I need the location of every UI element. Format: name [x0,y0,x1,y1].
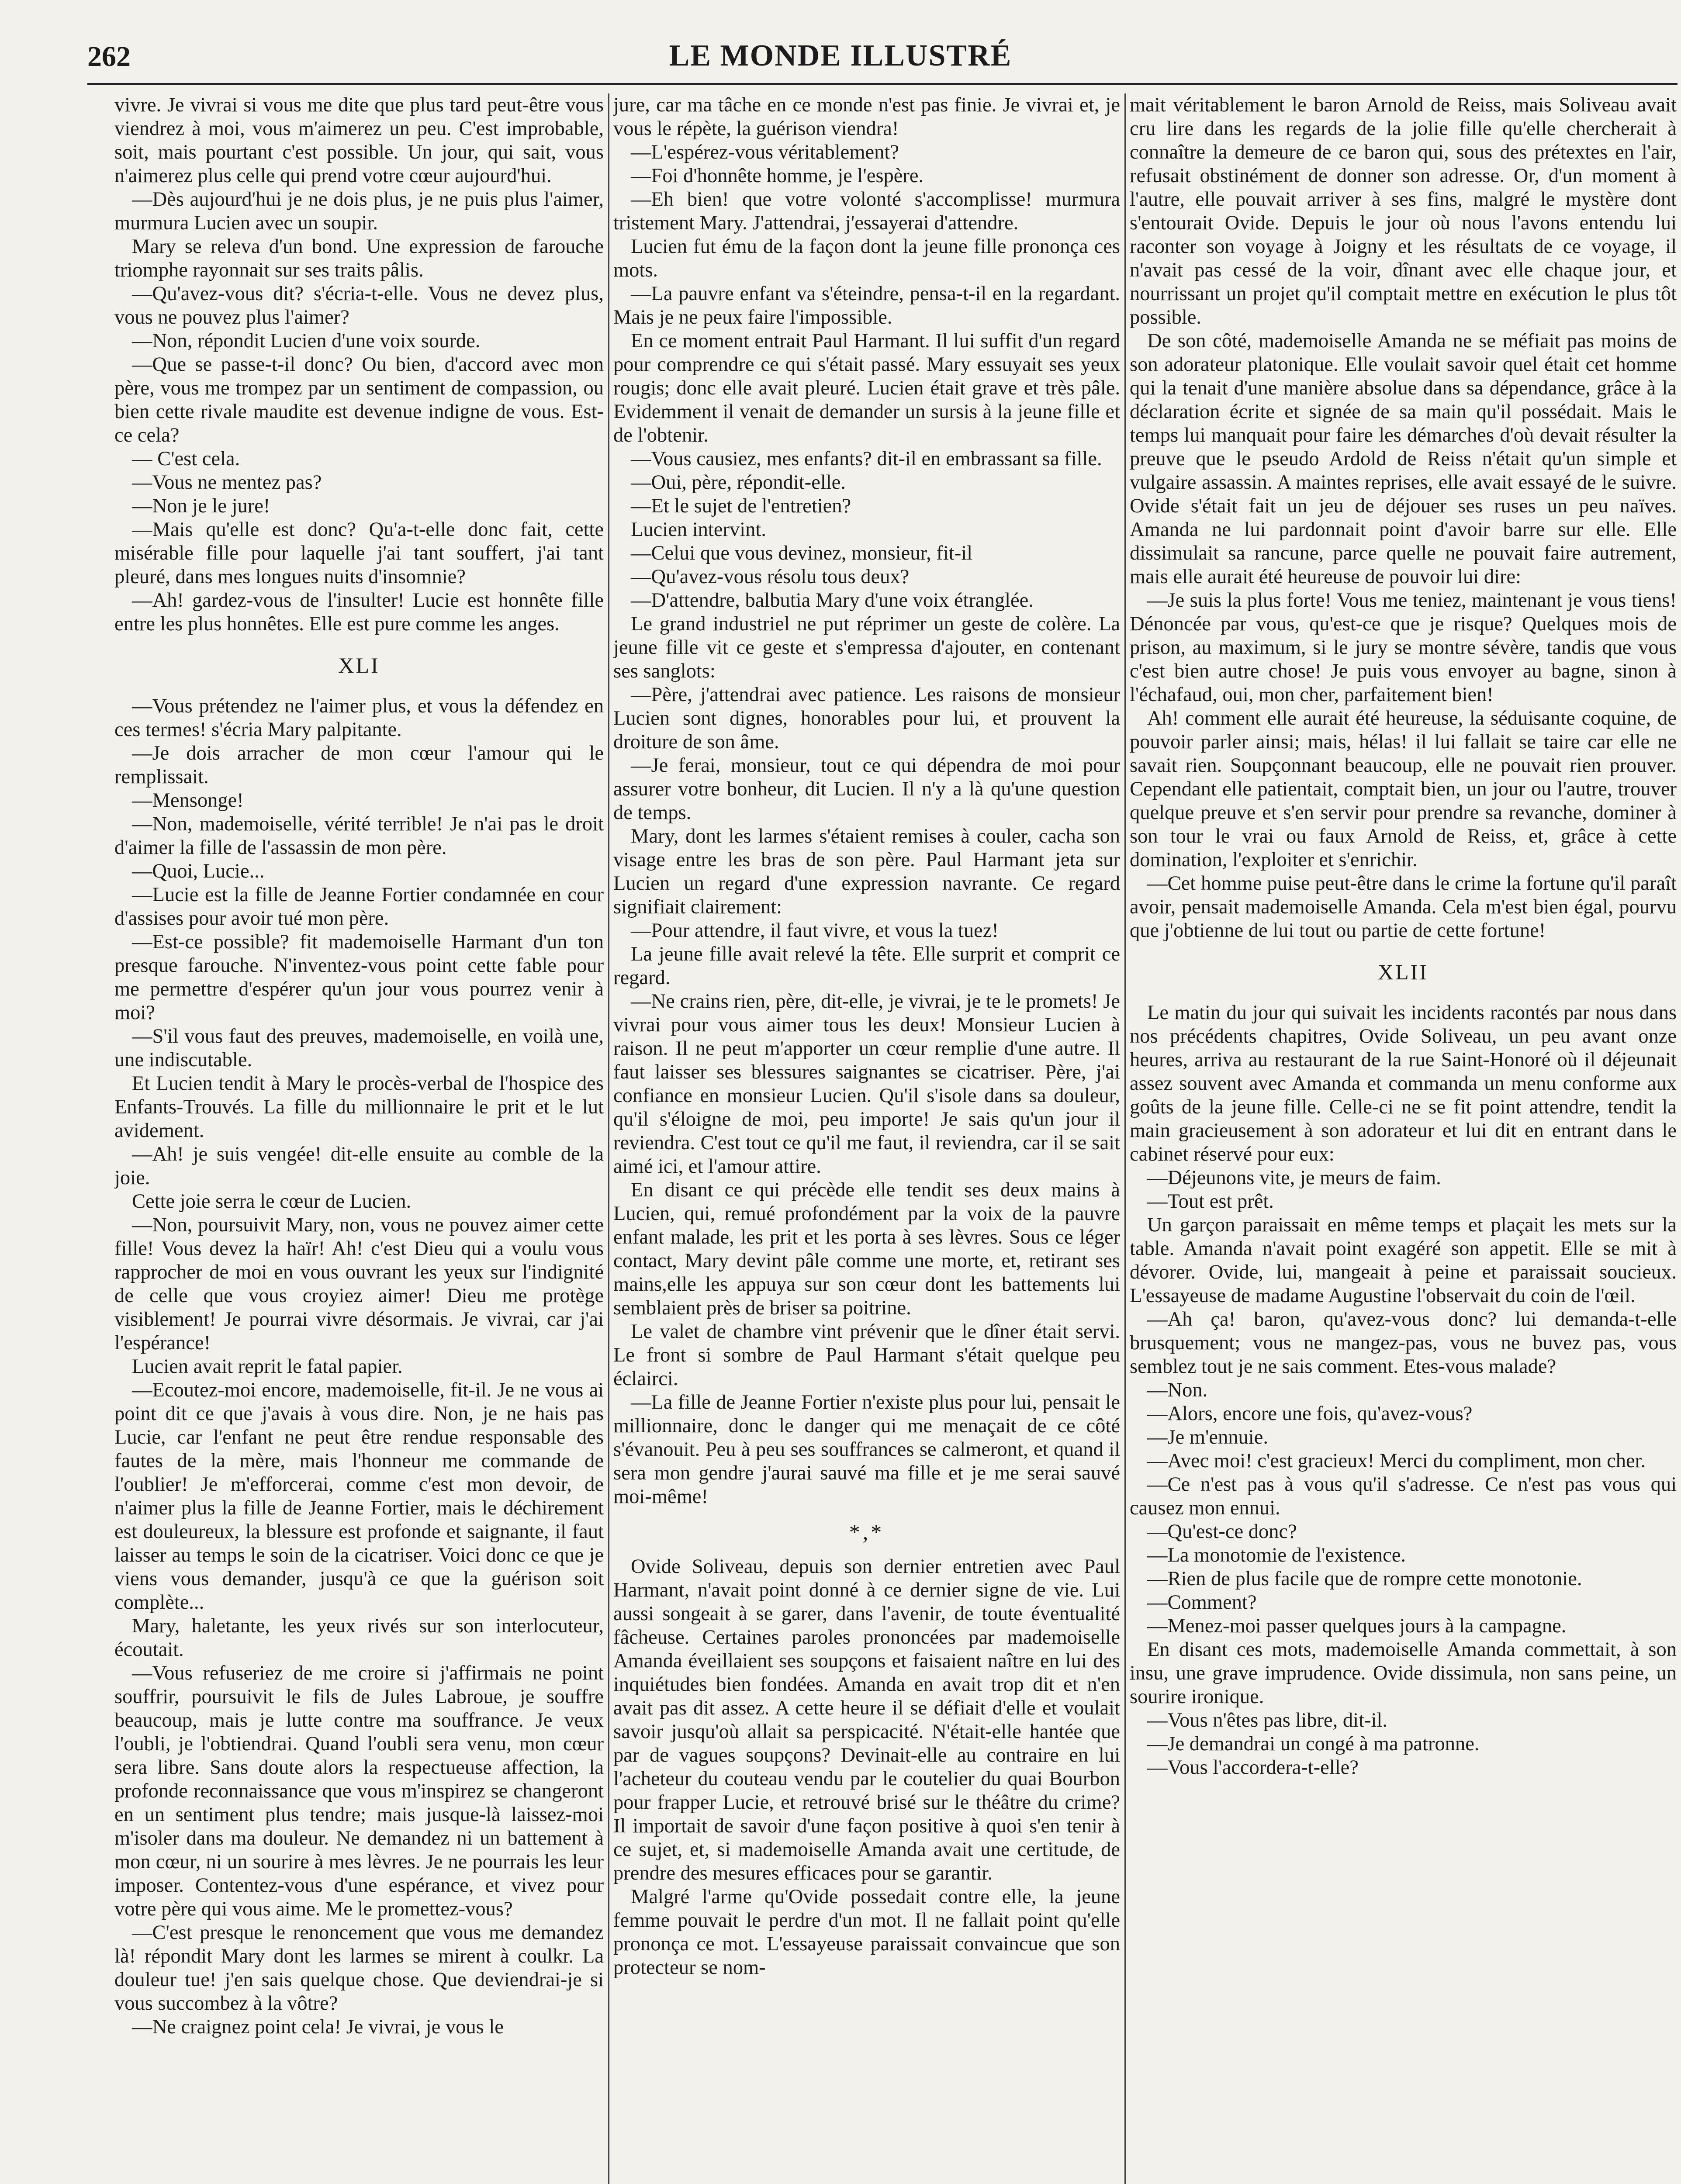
paragraph: —Lucie est la fille de Jeanne Fortier condamnée en cour d'assises pour avoir tué mon père. [114,884,604,930]
paragraph: Lucien fut ému de la façon dont la jeune fille prononça ces mots. [613,235,1120,281]
paragraph: —Dès aujourd'hui je ne dois plus, je ne puis plus l'aimer, murmura Lucien avec un soupir. [114,188,604,234]
paragraph: —Est-ce possible? fit mademoiselle Harmant d'un ton presque farouche. N'inventez-vous point cette fable pour me permettre d'espérer qu'un jour vous pourrez venir à moi? [114,931,604,1024]
paragraph: —Foi d'honnête homme, je l'espère. [631,165,924,187]
paragraph: —Mais qu'elle est donc? Qu'a-t-elle donc fait, cette misérable fille pour laquelle j'ai tant souffert, j'ai tant pleuré, dans mes longues nuits d'insomnie? [114,518,604,588]
paragraph: —Ce n'est pas à vous qu'il s'adresse. Ce n'est pas vous qui causez mon ennui. [1130,1473,1677,1519]
paragraph: —L'espérez-vous véritablement? [631,141,899,163]
column-separator [1124,93,1126,2184]
paragraph: De son côté, mademoiselle Amanda ne se méfiait pas moins de son adorateur platonique. Elle voulait savoir quel était cet homme qui la tenait d'une manière absolue dans sa dépendance, grâce à la déclaration écrite et signée de sa main qu'il possédait. Mais le temps lui manquait pour faire les démarches d'où devait résulter la preuve que le pseudo Ardold de Reiss n'était qu'un simple et vulgaire assassin. A maintes reprises, elle avait essayé de le suivre. Ovide s'était fait un jeu de déjouer ses ruses un peu naïves. Amanda ne lui pardonnait point d'avoir barre sur elle. Elle dissimulait sa rancune, parce quelle ne pouvait faire autrement, mais elle aurait été heureuse de pouvoir lui dire: [1130,330,1677,588]
paragraph: —Ne craignez point cela! Je vivrai, je vous le [132,2016,504,2038]
page-number: 262 [87,41,131,73]
paragraph: —Oui, père, répondit-elle. [631,471,846,494]
paragraph: —Vous causiez, mes enfants? dit-il en embrassant sa fille. [631,448,1102,470]
paragraph: —Rien de plus facile que de rompre cette monotonie. [1147,1568,1582,1590]
paragraph: —Celui que vous devinez, monsieur, fit-il [631,542,973,564]
paragraph: —Non, répondit Lucien d'une voix sourde. [132,330,481,352]
paragraph: Cette joie serra le cœur de Lucien. [132,1190,412,1213]
paragraph: —Que se passe-t-il donc? Ou bien, d'accord avec mon père, vous me trompez par un sentiment de compassion, ou bien cette rivale maudite est devenue indigne de vous. Est-ce cela? [114,353,604,446]
paragraph: Mary, dont les larmes s'étaient remises à couler, cacha son visage entre les bras de son père. Paul Harmant jeta sur Lucien un regard d'une expression navrante. Ce regard signifiait clairement: [613,825,1120,918]
paragraph: Ovide Soliveau, depuis son dernier entretien avec Paul Harmant, n'avait point donné à ce dernier signe de vie. Lui aussi songeait à se garer, dans l'avenir, de toute éventualité fâcheuse. Certaines paroles prononcées par mademoiselle Amanda éveillaient ses soupçons et faisaient naître en lui des inquiétudes bien fondées. Amanda en avait trop dit et n'en avait pas dit assez. A cette heure il se défiait d'elle et voulait savoir jusqu'où allait sa perspicacité. N'était-elle hantée que par de vagues soupçons? Devinait-elle au contraire en lui l'acheteur du couteau vendu par le coutelier du quai Bourbon pour frapper Lucie, et retrouvé brisé sur le théâtre du crime? Il importait de savoir d'une façon positive à quoi s'en tenir à ce sujet, et, si mademoiselle Amanda avait une certitude, de prendre des mesures efficaces pour se garantir. [613,1555,1120,1884]
paragraph: La jeune fille avait relevé la tête. Elle surprit et comprit ce regard. [613,943,1120,989]
paragraph: —Quoi, Lucie... [132,860,265,882]
paragraph: —Qu'avez-vous dit? s'écria-t-elle. Vous ne devez plus, vous ne pouvez plus l'aimer? [114,283,604,328]
text-column-2 [613,93,1120,2184]
paragraph: —Comment? [1147,1591,1257,1614]
paragraph: Lucien avait reprit le fatal papier. [132,1355,403,1378]
paragraph: —Non, poursuivit Mary, non, vous ne pouvez aimer cette fille! Vous devez la haïr! Ah! c'est Dieu qui a voulu vous rapprocher de moi en vous ouvrant les yeux sur l'indignité de celle que vous croyiez aimer! Dieu me protège visiblement! Je pourrai vivre désormais. Je vivrai, car j'ai l'espérance! [114,1214,604,1354]
paragraph: Mary, haletante, les yeux rivés sur son interlocuteur, écoutait. [114,1615,604,1661]
paragraph: —Menez-moi passer quelques jours à la campagne. [1147,1615,1567,1637]
paragraph: —Qu'est-ce donc? [1147,1521,1297,1543]
paragraph: Le matin du jour qui suivait les incidents racontés par nous dans nos précédents chapitres, Ovide Soliveau, un peu avant onze heures, arriva au restaurant de la rue Saint-Honoré où il déjeunait assez souvent avec Amanda et commanda un menu conforme aux goûts de la jeune fille. Celle-ci ne se fit point attendre, tendit la main gracieusement à son adorateur et lui dit en entrant dans le cabinet réservé pour eux: [1130,1002,1677,1165]
text-column-1 [114,93,604,2184]
paragraph: —Ah! je suis vengée! dit-elle ensuite au comble de la joie. [114,1143,604,1189]
paragraph: —Qu'avez-vous résolu tous deux? [631,566,910,588]
paragraph: Lucien intervint. [631,518,766,541]
paragraph: Et Lucien tendit à Mary le procès-verbal de l'hospice des Enfants-Trouvés. La fille du millionnaire le prit et le lut avidement. [114,1072,604,1142]
running-head-title: LE MONDE ILLUSTRÉ [669,39,1012,73]
paragraph: —Vous l'accordera-t-elle? [1147,1756,1359,1779]
paragraph: —La fille de Jeanne Fortier n'existe plus pour lui, pensait le millionnaire, donc le danger qui me menaçait de ce côté s'évanouit. Peu à peu ses souffrances se calmeront, et quand il sera mon gendre j'aurai sauvé ma fille et je me serai sauvé moi-même! [613,1391,1120,1508]
paragraph: vivre. Je vivrai si vous me dite que plus tard peut-être vous viendrez à moi, vous m'aimerez un peu. C'est improbable, soit, mais pourtant c'est possible. Un jour, qui sait, vous n'aimerez plus celle qui prend votre cœur aujourd'hui. [114,94,604,187]
paragraph: —Non, mademoiselle, vérité terrible! Je n'ai pas le droit d'aimer la fille de l'assassin de mon père. [114,813,604,859]
paragraph: —Pour attendre, il faut vivre, et vous la tuez! [631,919,999,942]
paragraph: —Je ferai, monsieur, tout ce qui dépendra de moi pour assurer votre bonheur, dit Lucien. Il n'y a là qu'une question de temps. [613,754,1120,824]
paragraph: —Mensonge! [132,789,244,812]
paragraph: —C'est presque le renoncement que vous me demandez là! répondit Mary dont les larmes se mirent à coulkr. La douleur tue! j'en sais quelque chose. Que deviendrai-je si vous succombez à la vôtre? [114,1921,604,2015]
paragraph: En disant ces mots, mademoiselle Amanda commettait, à son insu, une grave imprudence. Ovide dissimula, non sans peine, un sourire ironique. [1130,1638,1677,1708]
text-column-3 [1130,93,1677,2184]
header-rule [87,83,1678,85]
paragraph: —Je demandrai un congé à ma patronne. [1147,1733,1480,1755]
paragraph: jure, car ma tâche en ce monde n'est pas finie. Je vivrai et, je vous le répète, la guérison viendra! [613,94,1120,140]
chapter-heading: XLII [1378,960,1429,984]
paragraph: mait véritablement le baron Arnold de Reiss, mais Soliveau avait cru lire dans les regards de la jolie fille qu'elle chercherait à connaître la demeure de ce baron qui, sous des prétextes en l'air, refusait obstinément de donner son adresse. Or, d'un moment à l'autre, elle pouvait arriver à ses fins, malgré le mystère dont s'entourait Ovide. Depuis le jour où nous l'avons entendu lui raconter son voyage à Joigny et les résultats de ce voyage, il n'avait pas cessé de la voir, dînant avec elle chaque jour, et nourrissant un projet qu'il comptait mettre en exécution le plus tôt possible. [1130,94,1677,328]
paragraph: Ah! comment elle aurait été heureuse, la séduisante coquine, de pouvoir parler ainsi; mais, hélas! il lui fallait se taire car elle ne savait rien. Soupçonnant beaucoup, elle ne pouvait rien prouver. Cependant elle patientait, comptait bien, un jour ou l'autre, trouver quelque preuve et s'en servir pour prendre sa revanche, dominer à son tour le vrai ou faux Arnold de Reiss, et, grâce à cette domination, l'exploiter et s'enrichir. [1130,707,1677,871]
paragraph: —Je m'ennuie. [1147,1426,1268,1448]
paragraph: —D'attendre, balbutia Mary d'une voix étranglée. [631,589,1034,612]
section-break-asterisks: *,* [849,1520,885,1544]
chapter-heading: XLI [338,653,380,677]
paragraph: —Vous prétendez ne l'aimer plus, et vous la défendez en ces termes! s'écria Mary palpitante. [114,695,604,741]
paragraph: —Vous ne mentez pas? [132,471,322,494]
paragraph: —Père, j'attendrai avec patience. Les raisons de monsieur Lucien sont dignes, honorables pour lui, et prouvent la droiture de son âme. [613,684,1120,753]
paragraph: Un garçon paraissait en même temps et plaçait les mets sur la table. Amanda n'avait point exagéré son appetit. Elle se mit à dévorer. Ovide, lui, mangeait à peine et paraissait soucieux. L'essayeuse de madame Augustine l'observait du coin de l'œil. [1130,1214,1677,1307]
paragraph: —Vous n'êtes pas libre, dit-il. [1147,1709,1387,1731]
paragraph: Mary se releva d'un bond. Une expression de farouche triomphe rayonnait sur ses traits pâlis. [114,235,604,281]
paragraph: —Vous refuseriez de me croire si j'affirmais ne point souffrir, poursuivit le fils de Jules Labroue, je souffre beaucoup, mais je lutte contre ma souffrance. Je veux l'oubli, je l'obtiendrai. Quand l'oubli sera venu, mon cœur sera libre. Sans doute alors la respectueuse affection, la profonde reconnaissance que vous m'inspirez se changeront en un sentiment plus tendre; mais jusque-là laissez-moi m'isoler dans ma douleur. Ne demandez ni un battement à mon cœur, ni un sourire à mes lèvres. Je ne pourrais les leur imposer. Contentez-vous d'une espérance, et vivez pour votre père qui vous aime. Me le promettez-vous? [114,1662,604,1920]
paragraph: —Tout est prêt. [1147,1190,1274,1213]
paragraph: — C'est cela. [132,448,240,470]
paragraph: —Non. [1147,1379,1208,1401]
paragraph: —Avec moi! c'est gracieux! Merci du compliment, mon cher. [1147,1450,1646,1472]
paragraph: Le valet de chambre vint prévenir que le dîner était servi. Le front si sombre de Paul Harmant s'était quelque peu éclairci. [613,1320,1120,1390]
paragraph: —Eh bien! que votre volonté s'accomplisse! murmura tristement Mary. J'attendrai, j'essayerai d'attendre. [613,188,1120,234]
paragraph: Malgré l'arme qu'Ovide possedait contre elle, la jeune femme pouvait le perdre d'un mot. Il ne fallait point qu'elle prononça ce mot. L'essayeuse paraissait convaincue que son protecteur se nom- [613,1886,1120,1979]
paragraph: En ce moment entrait Paul Harmant. Il lui suffit d'un regard pour comprendre ce qui s'était passé. Mary essuyait ses yeux rougis; donc elle avait pleuré. Lucien était grave et très pâle. Evidemment il venait de demander un sursis à la jeune fille et de l'obtenir. [613,330,1120,446]
paragraph: —Alors, encore une fois, qu'avez-vous? [1147,1403,1473,1425]
paragraph: —S'il vous faut des preuves, mademoiselle, en voilà une, une indiscutable. [114,1025,604,1071]
paragraph: —Ecoutez-moi encore, mademoiselle, fit-il. Je ne vous ai point dit ce que j'avais à vous dire. Non, je ne hais pas Lucie, car l'enfant ne peut être rendue responsable des fautes de la mère, mais l'honneur me commande de l'oublier! Je m'efforcerai, comme c'est mon devoir, de n'aimer plus la fille de Jeanne Fortier, mais le déchirement est douleureux, la blessure est profonde et saignante, il faut laisser au temps le soin de la cicatriser. Voici donc ce que je viens vous demander, jusqu'à ce que la guérison soit complète... [114,1379,604,1614]
paragraph: —Ah! gardez-vous de l'insulter! Lucie est honnête fille entre les plus honnêtes. Elle est pure comme les anges. [114,589,604,635]
column-separator [608,93,609,2184]
paragraph: —Je dois arracher de mon cœur l'amour qui le remplissait. [114,742,604,788]
paragraph: —Cet homme puise peut-être dans le crime la fortune qu'il paraît avoir, pensait mademoiselle Amanda. Cela m'est bien égal, pourvu que j'obtienne de lui tout ou partie de cette fortune! [1130,872,1677,942]
paragraph: Le grand industriel ne put réprimer un geste de colère. La jeune fille vit ce geste et s'empressa d'ajouter, en contenant ses sanglots: [613,613,1120,682]
paragraph: —Et le sujet de l'entretien? [631,495,851,517]
paragraph: —La pauvre enfant va s'éteindre, pensa-t-il en la regardant. Mais je ne peux faire l'impossible. [613,283,1120,328]
paragraph: —Non je le jure! [132,495,270,517]
paragraph: —Déjeunons vite, je meurs de faim. [1147,1167,1441,1189]
paragraph: —Ne crains rien, père, dit-elle, je vivrai, je te le promets! Je vivrai pour vous aimer tous les deux! Monsieur Lucien à raison. Il ne peut m'apporter un cœur remplie d'une autre. Il faut laisser ses blessures saignantes se cicatriser. Père, j'ai confiance en monsieur Lucien. Qu'il s'isole dans sa douleur, qu'il s'éloigne de moi, peu importe! Je sais qu'un jour il reviendra. C'est tout ce qu'il me faut, il reviendra, car il se sait aimé ici, et l'amour attire. [613,990,1120,1178]
paragraph: —Ah ça! baron, qu'avez-vous donc? lui demanda-t-elle brusquement; vous ne mangez-pas, vous ne buvez pas, vous semblez tout je ne sais comment. Etes-vous malade? [1130,1308,1677,1378]
paragraph: —La monotomie de l'existence. [1147,1544,1406,1566]
paragraph: En disant ce qui précède elle tendit ses deux mains à Lucien, qui, remué profondément par la voix de la pauvre enfant malade, les prit et les porta à ses lèvres. Sous ce léger contact, Mary devint pâle comme une morte, et, retirant ses mains,elle les appuya sur son cœur dont les battements lui semblaient près de briser sa poitrine. [613,1179,1120,1319]
paragraph: —Je suis la plus forte! Vous me teniez, maintenant je vous tiens! Dénoncée par vous, qu'est-ce que je risque? Quelques mois de prison, au maximum, si le jury se montre sévère, tandis que vous c'est bien autre chose! Je puis vous envoyer au bagne, sinon à l'échafaud, oui, mon cher, parfaitement bien! [1130,589,1677,706]
